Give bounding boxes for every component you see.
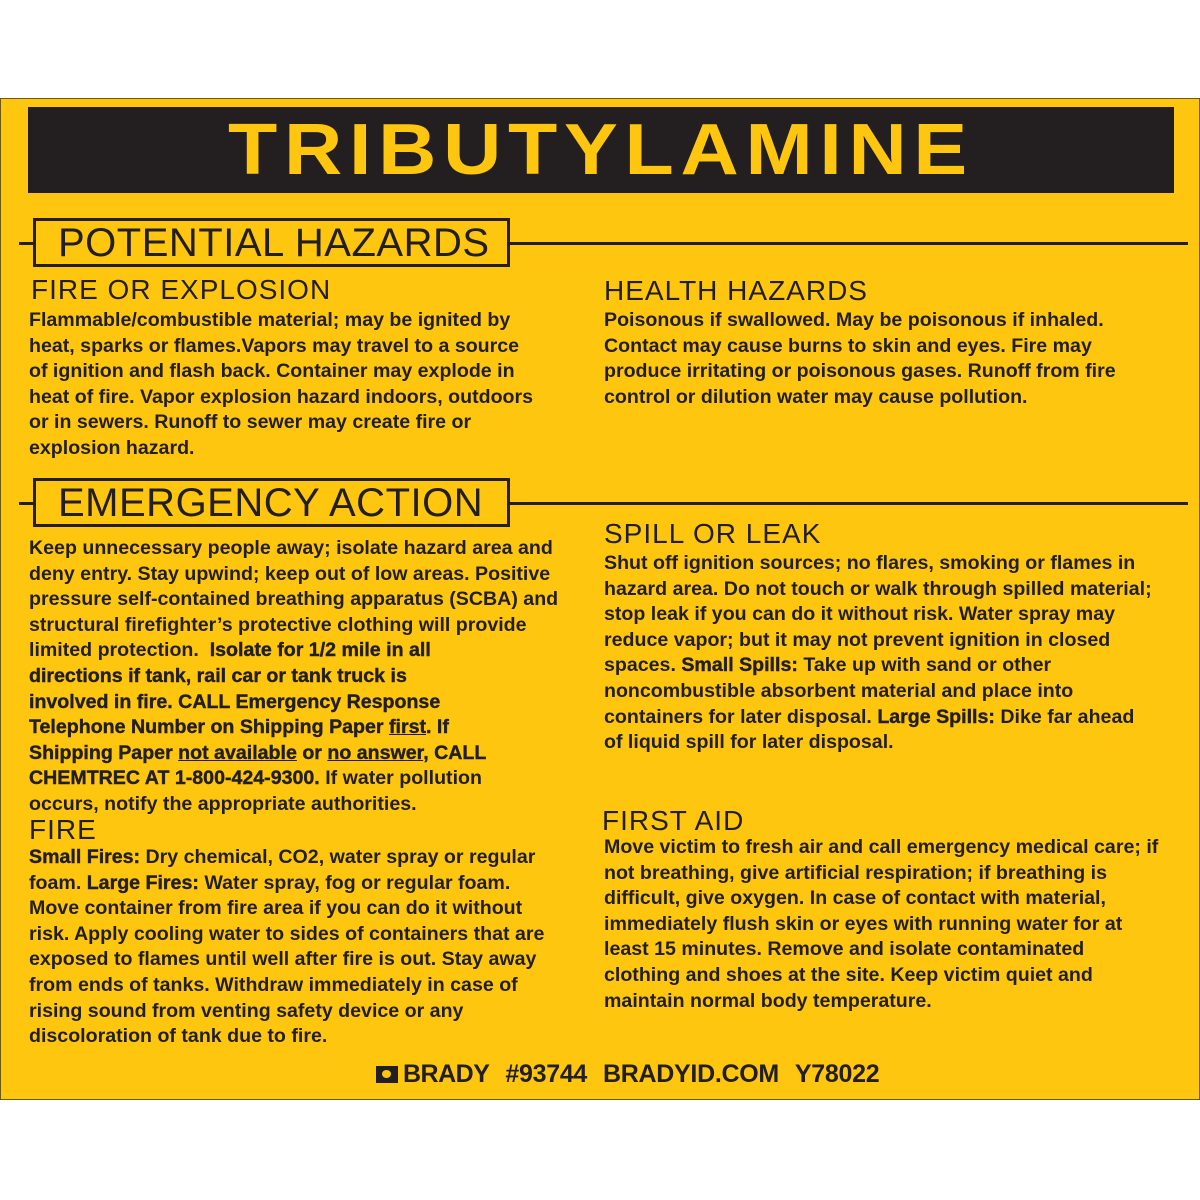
chemical-name: TRIBUTYLAMINE (228, 110, 974, 190)
title-bar (28, 107, 1174, 193)
section-rule-right (508, 502, 1188, 505)
potential-hazards-heading: POTENTIAL HAZARDS (58, 221, 490, 265)
text-span: or (302, 741, 322, 764)
text-span: Shipping Paper (29, 741, 173, 764)
text-line: discoloration of tank due to fire. (29, 1025, 328, 1048)
label-footer (376, 1059, 895, 1089)
text-line: Contact may cause burns to skin and eyes. Fire may (604, 334, 1092, 357)
text-line: Move victim to fresh air and call emergency medical care; if (604, 836, 1159, 858)
health-hazards-text (604, 308, 1184, 410)
emergency-action-box (33, 478, 510, 527)
text-line: risk. Apply cooling water to sides of containers that are (29, 922, 545, 945)
fire-title: FIRE (29, 814, 97, 845)
text-line: or in sewers. Runoff to sewer may create fire or (29, 411, 472, 434)
text-span: directions if tank, rail car or tank truck is (29, 664, 407, 687)
text-span: spaces. (604, 654, 676, 677)
small-spills-label: Small Spills: (681, 654, 798, 677)
text-line: reduce vapor; but it may not prevent ignition in closed (604, 628, 1111, 651)
text-span: . If (426, 716, 449, 739)
potential-hazards-box (33, 218, 510, 267)
text-line: heat, sparks or flames.Vapors may travel to a source (29, 334, 520, 357)
spill-leak-text (604, 551, 1189, 756)
text-line: least 15 minutes. Remove and isolate contaminated (604, 938, 1085, 961)
text-span: If water pollution (325, 767, 482, 790)
text-line: Move container from fire area if you can do it without (29, 897, 523, 920)
chemtrec-phone: CHEMTREC AT 1-800-424-9300. (29, 767, 320, 790)
fire-explosion-title: FIRE OR EXPLOSION (31, 274, 332, 305)
section-rule-right (508, 242, 1188, 245)
text-line: produce irritating or poisonous gases. Runoff from fire (604, 360, 1116, 383)
first-underlined: first (388, 716, 427, 739)
text-line: Poisonous if swallowed. May be poisonous if inhaled. (604, 309, 1104, 331)
text-line: control or dilution water may cause pollution. (604, 385, 1028, 408)
isolate-instruction: Isolate for 1/2 mile in all (209, 639, 431, 662)
part-number: #93744 (505, 1059, 588, 1088)
health-hazards-title: HEALTH HAZARDS (604, 275, 868, 306)
text-line: rising sound from venting safety device or any (29, 999, 464, 1022)
text-span: foam. (29, 871, 82, 894)
text-line (604, 653, 1189, 679)
text-span: involved in fire. CALL Emergency Response (29, 690, 441, 713)
brady-logo-icon (376, 1066, 398, 1083)
text-span: Take up with sand or other (803, 654, 1052, 677)
text-line (29, 715, 594, 741)
text-line (604, 705, 1189, 731)
text-line (29, 638, 594, 664)
text-line: stop leak if you can do it without risk. Water spray may (604, 603, 1116, 626)
first-aid-title: FIRST AID (602, 805, 745, 836)
text-line: Shut off ignition sources; no flares, smoking or flames in (604, 552, 1136, 574)
text-line (29, 664, 594, 690)
text-line: exposed to flames until well after fire is out. Stay away (29, 948, 537, 971)
text-line (29, 871, 594, 897)
small-fires-label: Small Fires: (29, 846, 141, 868)
text-line: of ignition and flash back. Container may explode in (29, 360, 515, 383)
fire-text (29, 845, 594, 1050)
text-line: from ends of tanks. Withdraw immediately in case of (29, 973, 518, 996)
text-line: of liquid spill for later disposal. (604, 731, 894, 754)
text-line: immediately flush skin or eyes with running water for at (604, 912, 1123, 935)
large-spills-label: Large Spills: (877, 705, 995, 728)
text-line: explosion hazard. (29, 436, 195, 459)
text-line: deny entry. Stay upwind; keep out of low areas. Positive (29, 562, 551, 585)
text-line: occurs, notify the appropriate authorities. (29, 792, 417, 815)
not-available-underlined: not available (178, 741, 297, 764)
website: BRADYID.COM (603, 1059, 779, 1088)
text-span: limited protection. (29, 639, 199, 662)
text-line: heat of fire. Vapor explosion hazard indoors, outdoors (29, 385, 534, 408)
brady-logo (376, 1060, 489, 1089)
brady-logo-text: BRADY (403, 1059, 490, 1088)
text-line: maintain normal body temperature. (604, 989, 932, 1012)
text-line: not breathing, give artificial respiration; if breathing is (604, 861, 1107, 884)
emergency-action-heading: EMERGENCY ACTION (58, 481, 484, 525)
text-line: clothing and shoes at the site. Keep victim quiet and (604, 963, 1093, 986)
text-line: structural firefighter’s protective clothing will provide (29, 613, 527, 636)
emergency-general-text (29, 536, 594, 818)
text-span: Dike far ahead (1000, 705, 1135, 728)
text-span: Water spray, fog or regular foam. (204, 871, 511, 894)
text-line (29, 690, 594, 716)
text-line (29, 741, 594, 767)
text-line: hazard area. Do not touch or walk through spilled material; (604, 577, 1152, 600)
text-span: Telephone Number on Shipping Paper (29, 716, 384, 739)
hazard-label (0, 98, 1200, 1100)
no-answer-underlined: no answer (327, 741, 424, 764)
spill-leak-title: SPILL OR LEAK (604, 518, 822, 549)
text-line: difficult, give oxygen. In case of contact with material, (604, 887, 1106, 910)
text-line: Flammable/combustible material; may be ignited by (29, 309, 511, 331)
large-fires-label: Large Fires: (86, 871, 199, 894)
text-line: pressure self-contained breathing apparatus (SCBA) and (29, 588, 559, 611)
label-code: Y78022 (794, 1059, 880, 1088)
text-span: Dry chemical, CO2, water spray or regular (145, 846, 536, 868)
text-line: Keep unnecessary people away; isolate hazard area and (29, 537, 553, 559)
text-span: , CALL (423, 741, 487, 764)
text-line (29, 766, 594, 792)
fire-explosion-text (29, 308, 589, 462)
text-line: noncombustible absorbent material and place into (604, 679, 1074, 702)
text-span: containers for later disposal. (604, 705, 872, 728)
text-line (29, 845, 594, 871)
first-aid-text (604, 835, 1189, 1014)
